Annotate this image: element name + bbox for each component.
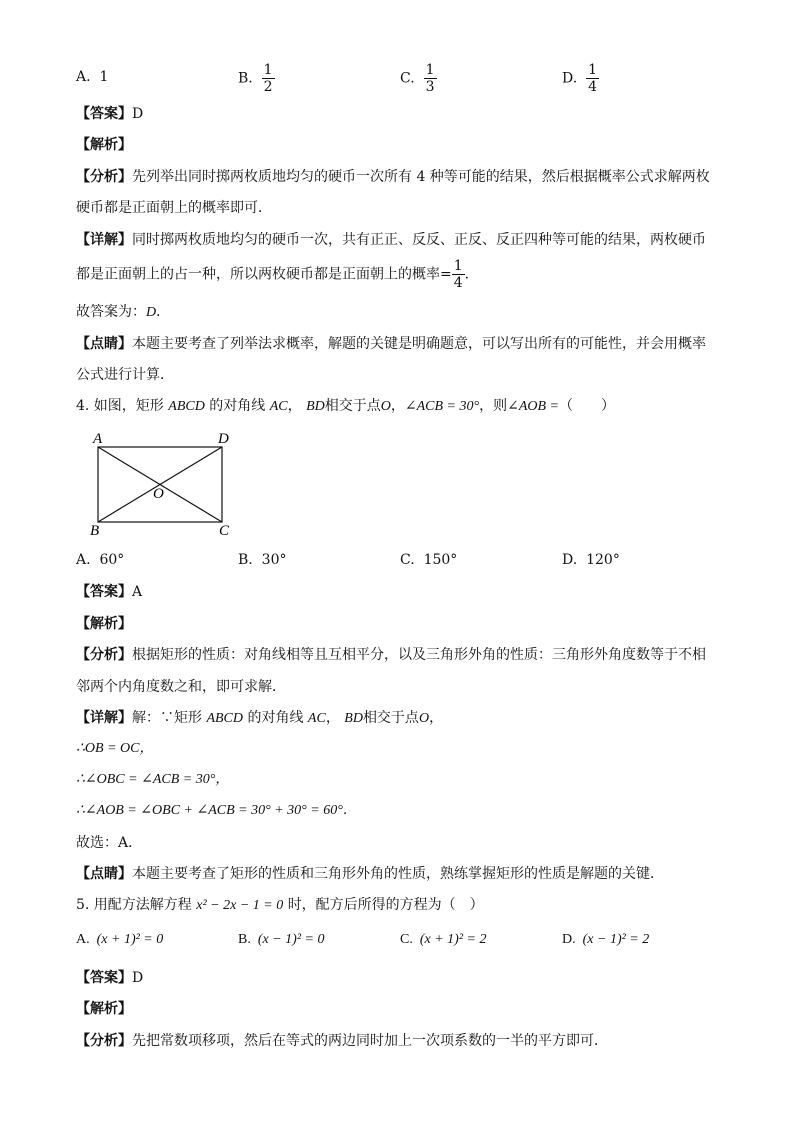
q5-analysis-header: 【解析】: [76, 1001, 132, 1017]
q5-stem: 5. 用配方法解方程 x² − 2x − 1 = 0 时，配方后所得的方程为（ ）: [76, 897, 484, 913]
q3-option-c: C. $\frac{1}{3}$: [400, 62, 435, 95]
q5-option-d: D. (x − 1)² = 2: [562, 932, 650, 947]
vertex-label-c: C: [219, 523, 230, 538]
q4-option-c: C. 150°: [400, 552, 458, 568]
q4-answer: 【答案】A: [76, 584, 143, 600]
rectangle-diagram: [86, 426, 236, 538]
q4-analysis-header: 【解析】: [76, 616, 132, 632]
q3-xiangjie-line2: 都是正面朝上的占一种，所以两枚硬币都是正面朝上的概率= $\frac{1}{4}$ ．: [76, 258, 479, 291]
q3-analysis-header: 【解析】: [76, 137, 132, 153]
q4-option-a: A. 60°: [76, 552, 125, 568]
q4-xiangjie-line1: 【详解】解：∵矩形 ABCD 的对角线 AC， BD相交于点O，: [76, 710, 444, 726]
fraction-third: $\frac{1}{3}$: [425, 62, 435, 95]
q3-answer: 【答案】D: [76, 106, 144, 122]
q4-step1: ∴OB = OC，: [76, 741, 154, 756]
fraction-half: $\frac{1}{2}$: [263, 62, 273, 95]
q3-conclusion: 故答案为：D．: [76, 304, 171, 320]
q4-dianjing: 【点睛】本题主要考查了矩形的性质和三角形外角的性质，熟练掌握矩形的性质是解题的关键．: [76, 866, 664, 882]
vertex-label-b: B: [90, 523, 100, 538]
q3-dianjing-line1: 【点睛】本题主要考查了列举法求概率，解题的关键是明确题意，可以写出所有的可能性，并会用概率: [76, 336, 706, 352]
vertex-label-a: A: [93, 431, 103, 447]
q5-fenxi: 【分析】先把常数项移项，然后在等式的两边同时加上一次项系数的一半的平方即可．: [76, 1033, 608, 1049]
q4-step2: ∴∠OBC = ∠ACB = 30°，: [76, 772, 230, 787]
q4-fenxi-line2: 邻两个内角度数之和，即可求解．: [76, 679, 286, 695]
q3-option-b: B. $\frac{1}{2}$: [238, 62, 273, 95]
q4-conclusion: 故选：A．: [76, 835, 143, 851]
q4-option-b: B. 30°: [238, 552, 287, 568]
q4-stem: 4. 如图，矩形 ABCD 的对角线 AC， BD相交于点O，∠ACB = 30°，则∠AOB =（ ）: [76, 398, 615, 414]
probability-fraction: $\frac{1}{4}$: [453, 258, 463, 291]
q3-fenxi-line1: 【分析】先列举出同时掷两枚质地均匀的硬币一次所有 4 种等可能的结果，然后根据概率公式求解两枚: [76, 169, 710, 185]
q3-dianjing-line2: 公式进行计算．: [76, 367, 174, 383]
q5-option-a: A. (x + 1)² = 0: [76, 932, 164, 947]
q5-option-b: B. (x − 1)² = 0: [238, 932, 325, 947]
center-label-o: O: [153, 486, 164, 502]
q3-option-a: A. 1: [76, 69, 109, 85]
q5-answer: 【答案】D: [76, 970, 144, 986]
q4-step3: ∴∠AOB = ∠OBC + ∠ACB = 30° + 30° = 60°．: [76, 803, 357, 818]
q3-xiangjie-line1: 【详解】同时掷两枚质地均匀的硬币一次，共有正正、反反、正反、反正四种等可能的结果，两枚硬币: [76, 232, 706, 248]
q3-fenxi-line2: 硬币都是正面朝上的概率即可．: [76, 200, 272, 216]
fraction-quarter: $\frac{1}{4}$: [588, 62, 598, 95]
q3-option-d: D. $\frac{1}{4}$: [562, 62, 598, 95]
vertex-label-d: D: [218, 431, 229, 447]
q4-fenxi-line1: 【分析】根据矩形的性质：对角线相等且互相平分，以及三角形外角的性质：三角形外角度数等于不相: [76, 647, 706, 663]
q4-option-d: D. 120°: [562, 552, 620, 568]
q5-option-c: C. (x + 1)² = 2: [400, 932, 487, 947]
